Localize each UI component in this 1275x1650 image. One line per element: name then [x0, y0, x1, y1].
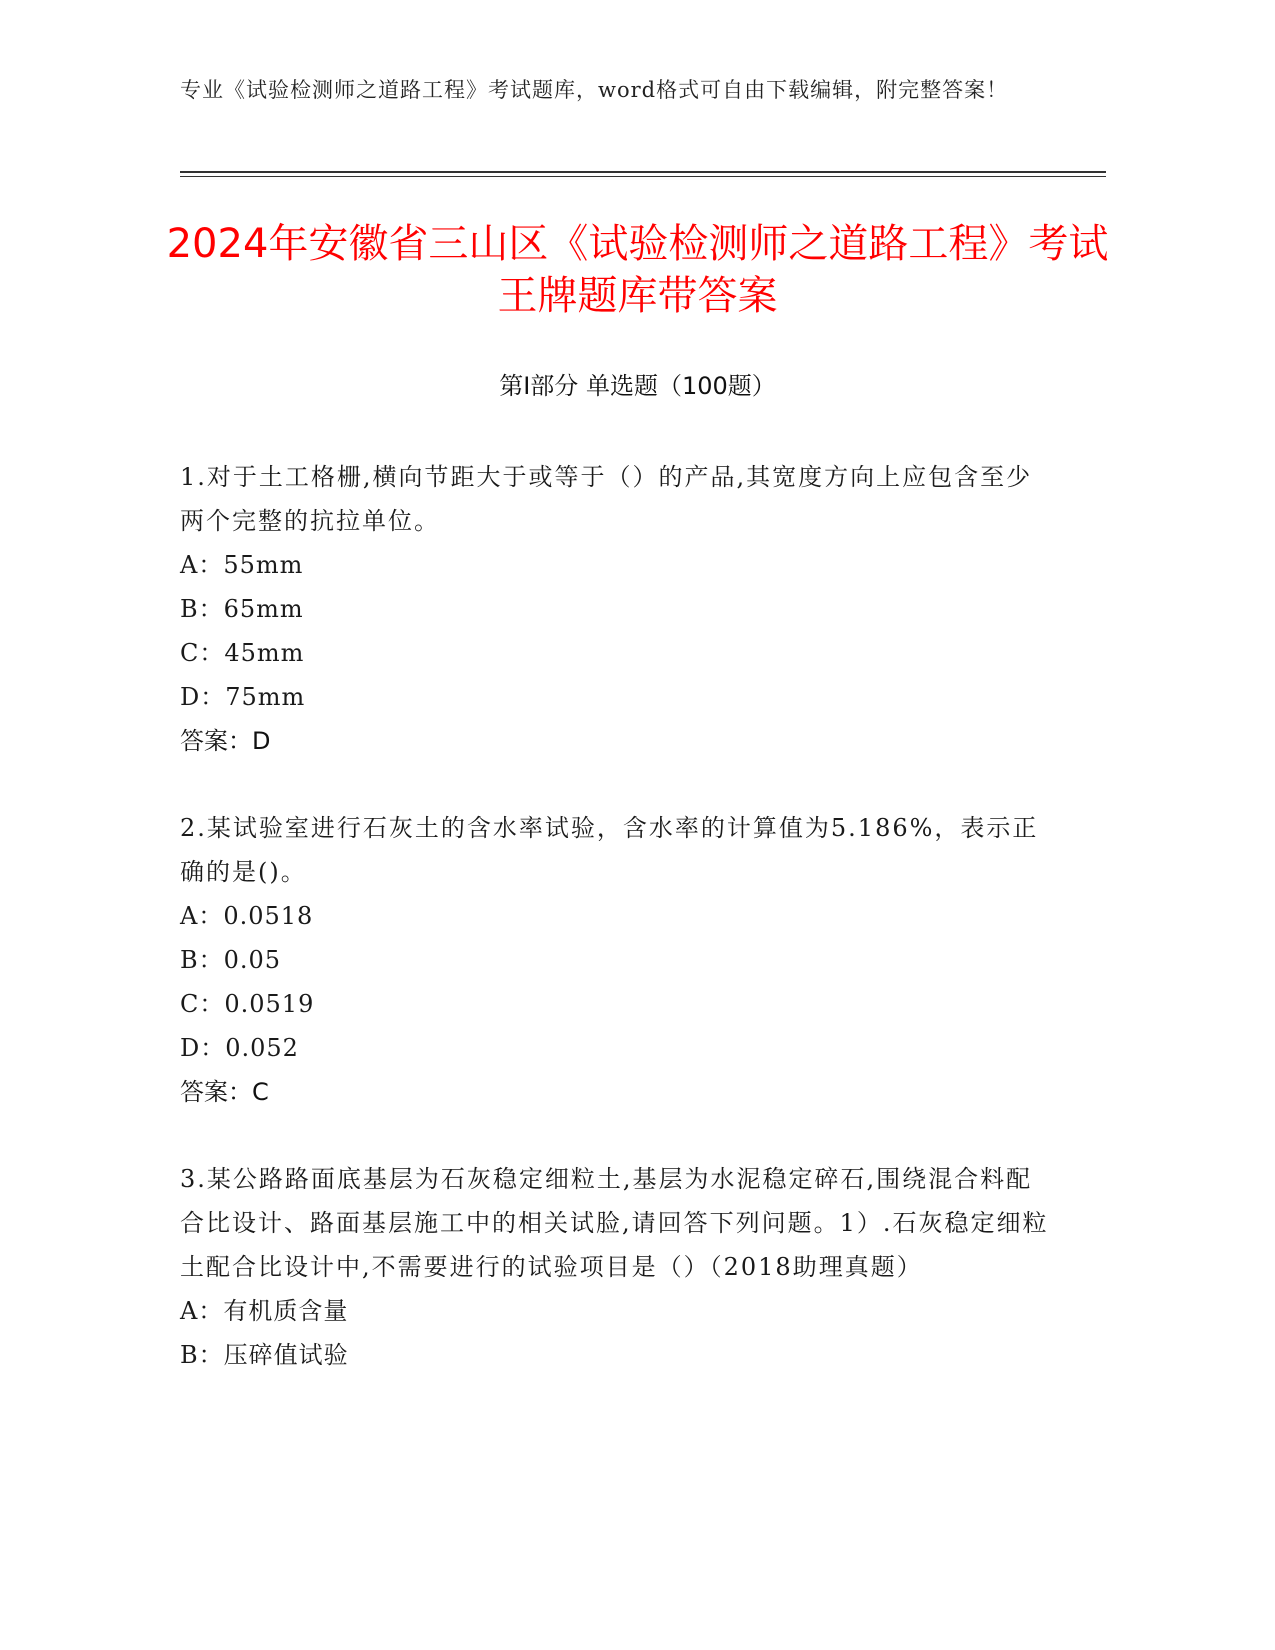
option-c: C：0.0519	[180, 990, 315, 1018]
document-title: 2024年安徽省三山区《试验检测师之道路工程》考试王牌题库带答案	[166, 221, 1109, 319]
question-3	[180, 1157, 1050, 1377]
question-2	[180, 806, 1050, 1114]
section-heading: 第Ⅰ部分 单选题（100题）	[499, 372, 776, 400]
question-text: 1.对于土工格栅,横向节距大于或等于（）的产品,其宽度方向上应包含至少两个完整的抗拉单位。	[180, 463, 1033, 535]
question-list	[180, 455, 1050, 1420]
question-1	[180, 455, 1050, 763]
answer-line: 答案：C	[180, 1078, 269, 1106]
option-b: B：压碎值试验	[180, 1341, 349, 1369]
header-rule-thin	[180, 176, 1106, 177]
header-note: 专业《试验检测师之道路工程》考试题库，word格式可自由下载编辑，附完整答案！	[180, 78, 1009, 102]
option-b: B：0.05	[180, 946, 282, 974]
option-a: A：0.0518	[180, 902, 314, 930]
option-c: C：45mm	[180, 639, 305, 667]
question-text: 3.某公路路面底基层为石灰稳定细粒土,基层为水泥稳定碎石,围绕混合料配合比设计、路面基层施工中的相关试脸,请回答下列问题。1）.石灰稳定细粒土配合比设计中,不需要进行的试验项目是（）（2018助理真题）	[180, 1165, 1049, 1281]
answer-line: 答案：D	[180, 727, 271, 755]
option-d: D：75mm	[180, 683, 306, 711]
option-d: D：0.052	[180, 1034, 299, 1062]
option-a: A：有机质含量	[180, 1297, 349, 1325]
header-rule-thick	[180, 171, 1106, 173]
option-a: A：55mm	[180, 551, 304, 579]
option-b: B：65mm	[180, 595, 304, 623]
question-text: 2.某试验室进行石灰土的含水率试验，含水率的计算值为5.186%，表示正确的是()。	[180, 814, 1039, 886]
